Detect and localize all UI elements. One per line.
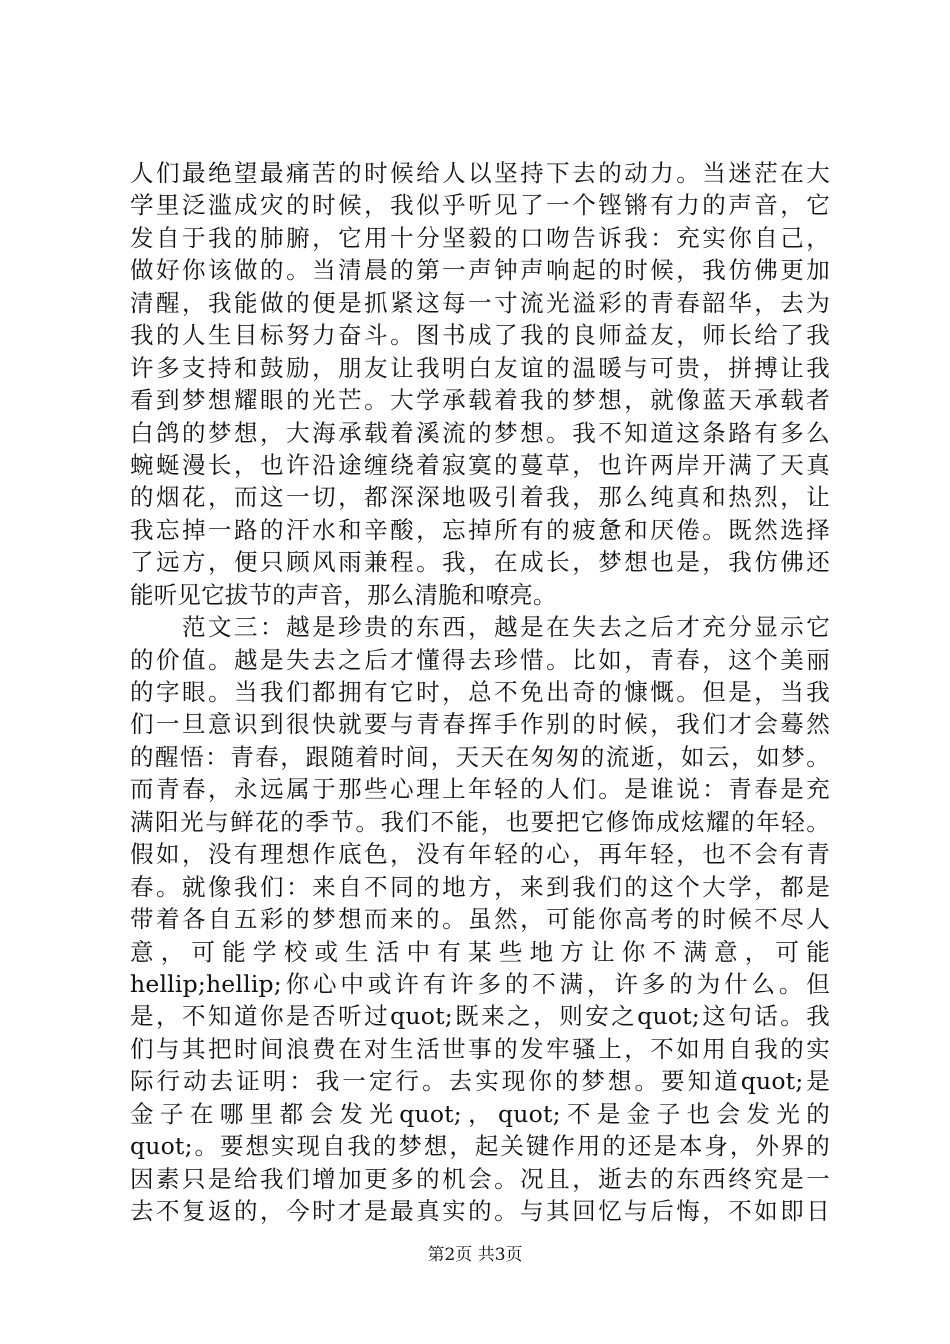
text-line: 的烟花，而这一切，都深深地吸引着我，那么纯真和热烈，让 bbox=[130, 483, 830, 512]
text-line: 而青春，永远属于那些心理上年轻的人们。是谁说：青春是充 bbox=[130, 775, 830, 804]
text-line: 看到梦想耀眼的光芒。大学承载着我的梦想，就像蓝天承载者 bbox=[130, 386, 830, 415]
text-line: 清醒，我能做的便是抓紧这每一寸流光溢彩的青春韶华，去为 bbox=[130, 288, 830, 317]
page-footer: 第2页 共3页 bbox=[427, 1245, 523, 1265]
text-line: 范文三：越是珍贵的东西，越是在失去之后才充分显示它 bbox=[130, 613, 830, 642]
text-line: 能听见它拔节的声音，那么清脆和嘹亮。 bbox=[130, 580, 557, 609]
text-line: 蜿蜒漫长，也许沿途缠绕着寂寞的蔓草，也许两岸开满了天真 bbox=[130, 450, 830, 479]
text-line: 我忘掉一路的汗水和辛酸，忘掉所有的疲惫和厌倦。既然选择 bbox=[130, 515, 830, 544]
body-text bbox=[130, 157, 830, 1227]
text-line: 白鸽的梦想，大海承载着溪流的梦想。我不知道这条路有多么 bbox=[130, 418, 830, 447]
text-line: 我的人生目标努力奋斗。图书成了我的良师益友，师长给了我 bbox=[130, 321, 830, 350]
text-line: 的价值。越是失去之后才懂得去珍惜。比如，青春，这个美丽 bbox=[130, 645, 830, 674]
text-line: 带着各自五彩的梦想而来的。虽然，可能你高考的时候不尽人 bbox=[130, 905, 830, 934]
text-line: 意，可能学校或生活中有某些地方让你不满意，可能 bbox=[130, 937, 830, 966]
text-line: 假如，没有理想作底色，没有年轻的心，再年轻，也不会有青 bbox=[130, 840, 830, 869]
text-line: 满阳光与鲜花的季节。我们不能，也要把它修饰成炫耀的年轻。 bbox=[130, 807, 830, 836]
text-line: 去不复返的，今时才是最真实的。与其回忆与后悔，不如即日 bbox=[130, 1197, 830, 1225]
text-line: 学里泛滥成灾的时候，我似乎听见了一个铿锵有力的声音，它 bbox=[130, 191, 830, 220]
text-line: 许多支持和鼓励，朋友让我明白友谊的温暖与可贵，拼搏让我 bbox=[130, 353, 830, 382]
text-line: quot;。要想实现自我的梦想，起关键作用的还是本身，外界的 bbox=[130, 1132, 830, 1161]
text-line: 了远方，便只顾风雨兼程。我，在成长，梦想也是，我仿佛还 bbox=[130, 548, 830, 577]
text-line: 金子在哪里都会发光quot;，quot;不是金子也会发光的 bbox=[130, 1099, 830, 1128]
text-line: 人们最绝望最痛苦的时候给人以坚持下去的动力。当迷茫在大 bbox=[130, 159, 830, 187]
text-line: 的字眼。当我们都拥有它时，总不免出奇的慷慨。但是，当我 bbox=[130, 678, 830, 706]
text-line: 们与其把时间浪费在对生活世事的发牢骚上，不如用自我的实 bbox=[130, 1034, 830, 1063]
text-line: hellip;hellip;你心中或许有许多的不满，许多的为什么。但 bbox=[130, 969, 830, 998]
text-line: 们一旦意识到很快就要与青春挥手作别的时候，我们才会蓦然 bbox=[130, 710, 830, 739]
text-line: 做好你该做的。当清晨的第一声钟声响起的时候，我仿佛更加 bbox=[130, 256, 830, 285]
text-line: 因素只是给我们增加更多的机会。况且，逝去的东西终究是一 bbox=[130, 1164, 830, 1193]
text-line: 的醒悟：青春，跟随着时间，天天在匆匆的流逝，如云，如梦。 bbox=[130, 742, 830, 771]
text-line: 是，不知道你是否听过quot;既来之，则安之quot;这句话。我 bbox=[130, 1002, 830, 1031]
text-line: 际行动去证明：我一定行。去实现你的梦想。要知道quot;是 bbox=[130, 1067, 830, 1096]
text-line: 春。就像我们：来自不同的地方，来到我们的这个大学，都是 bbox=[130, 872, 830, 901]
text-line: 发自于我的肺腑，它用十分坚毅的口吻告诉我：充实你自己， bbox=[130, 223, 830, 252]
